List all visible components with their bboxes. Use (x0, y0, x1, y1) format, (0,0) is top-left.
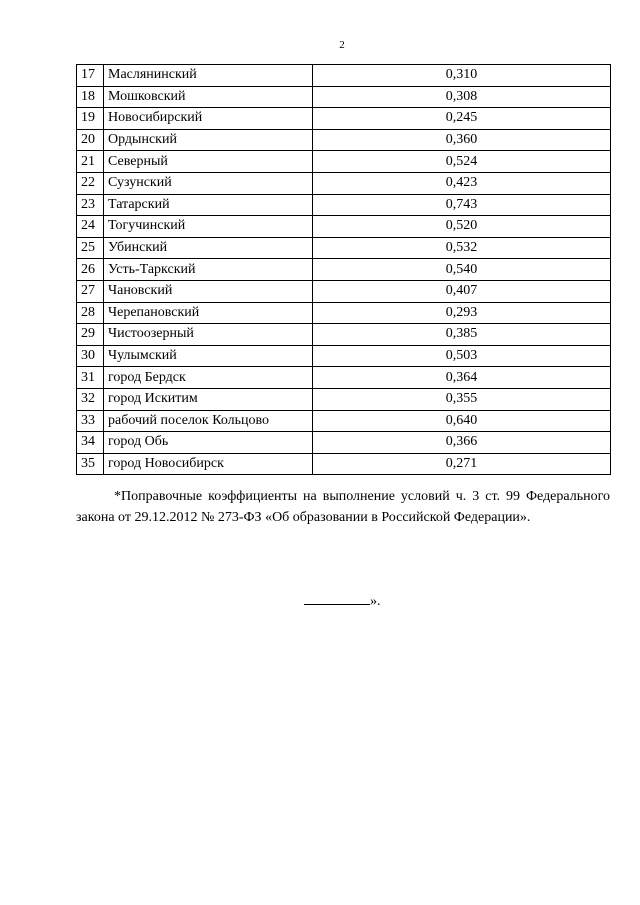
table-row (77, 237, 611, 259)
coefficient-value-cell: 0,423 (313, 172, 611, 194)
coefficient-value-cell: 0,385 (313, 324, 611, 346)
table-row (77, 345, 611, 367)
coefficient-value-cell: 0,532 (313, 237, 611, 259)
district-name-cell: Татарский (104, 194, 313, 216)
district-name-cell: Ордынский (104, 129, 313, 151)
district-name-cell: рабочий поселок Кольцово (104, 410, 313, 432)
table-row (77, 259, 611, 281)
coefficient-value-cell: 0,524 (313, 151, 611, 173)
table-row (77, 302, 611, 324)
row-number-cell: 21 (77, 151, 104, 173)
row-number-cell: 24 (77, 216, 104, 238)
table-row (77, 129, 611, 151)
district-name-cell: город Обь (104, 432, 313, 454)
coefficient-value-cell: 0,540 (313, 259, 611, 281)
table-row (77, 367, 611, 389)
row-number-cell: 17 (77, 65, 104, 87)
table-row (77, 453, 611, 475)
coefficients-table (76, 64, 611, 475)
coefficient-value-cell: 0,743 (313, 194, 611, 216)
row-number-cell: 32 (77, 388, 104, 410)
coefficient-value-cell: 0,366 (313, 432, 611, 454)
coefficient-value-cell: 0,640 (313, 410, 611, 432)
coefficient-value-cell: 0,407 (313, 280, 611, 302)
district-name-cell: Черепановский (104, 302, 313, 324)
coefficient-value-cell: 0,520 (313, 216, 611, 238)
district-name-cell: Усть-Таркский (104, 259, 313, 281)
district-name-cell: Маслянинский (104, 65, 313, 87)
row-number-cell: 18 (77, 86, 104, 108)
row-number-cell: 23 (77, 194, 104, 216)
underline-rule (304, 592, 370, 605)
coefficient-value-cell: 0,293 (313, 302, 611, 324)
table-row (77, 65, 611, 87)
table-row (77, 172, 611, 194)
row-number-cell: 25 (77, 237, 104, 259)
table-row (77, 151, 611, 173)
row-number-cell: 26 (77, 259, 104, 281)
row-number-cell: 28 (77, 302, 104, 324)
district-name-cell: Северный (104, 151, 313, 173)
district-name-cell: Убинский (104, 237, 313, 259)
table-row (77, 410, 611, 432)
district-name-cell: Чистоозерный (104, 324, 313, 346)
table-body (77, 65, 611, 475)
table-row (77, 194, 611, 216)
district-name-cell: Мошковский (104, 86, 313, 108)
row-number-cell: 22 (77, 172, 104, 194)
district-name-cell: Тогучинский (104, 216, 313, 238)
row-number-cell: 31 (77, 367, 104, 389)
table-row (77, 216, 611, 238)
coefficient-value-cell: 0,364 (313, 367, 611, 389)
coefficient-value-cell: 0,271 (313, 453, 611, 475)
row-number-cell: 20 (77, 129, 104, 151)
row-number-cell: 33 (77, 410, 104, 432)
table-row (77, 108, 611, 130)
coefficient-value-cell: 0,355 (313, 388, 611, 410)
coefficient-value-cell: 0,310 (313, 65, 611, 87)
row-number-cell: 30 (77, 345, 104, 367)
table-row (77, 432, 611, 454)
district-name-cell: Чулымский (104, 345, 313, 367)
district-name-cell: город Искитим (104, 388, 313, 410)
coefficient-value-cell: 0,360 (313, 129, 611, 151)
district-name-cell: город Бердск (104, 367, 313, 389)
coefficient-value-cell: 0,308 (313, 86, 611, 108)
coefficient-value-cell: 0,245 (313, 108, 611, 130)
row-number-cell: 19 (77, 108, 104, 130)
table-row (77, 86, 611, 108)
row-number-cell: 34 (77, 432, 104, 454)
row-number-cell: 29 (77, 324, 104, 346)
row-number-cell: 35 (77, 453, 104, 475)
row-number-cell: 27 (77, 280, 104, 302)
district-name-cell: Сузунский (104, 172, 313, 194)
district-name-cell: Новосибирский (104, 108, 313, 130)
district-name-cell: город Новосибирск (104, 453, 313, 475)
table-row (77, 280, 611, 302)
footnote: *Поправочные коэффициенты на выполнение условий ч. 3 ст. 99 Федерального закона от 29.12.2012 № 273-ФЗ «Об образовании в Российской Федерации». (76, 489, 610, 525)
closing-quote: ». (370, 594, 381, 609)
closing-line (304, 592, 381, 611)
coefficient-value-cell: 0,503 (313, 345, 611, 367)
district-name-cell: Чановский (104, 280, 313, 302)
table-row (77, 388, 611, 410)
page-number: 2 (339, 39, 345, 51)
table-row (77, 324, 611, 346)
